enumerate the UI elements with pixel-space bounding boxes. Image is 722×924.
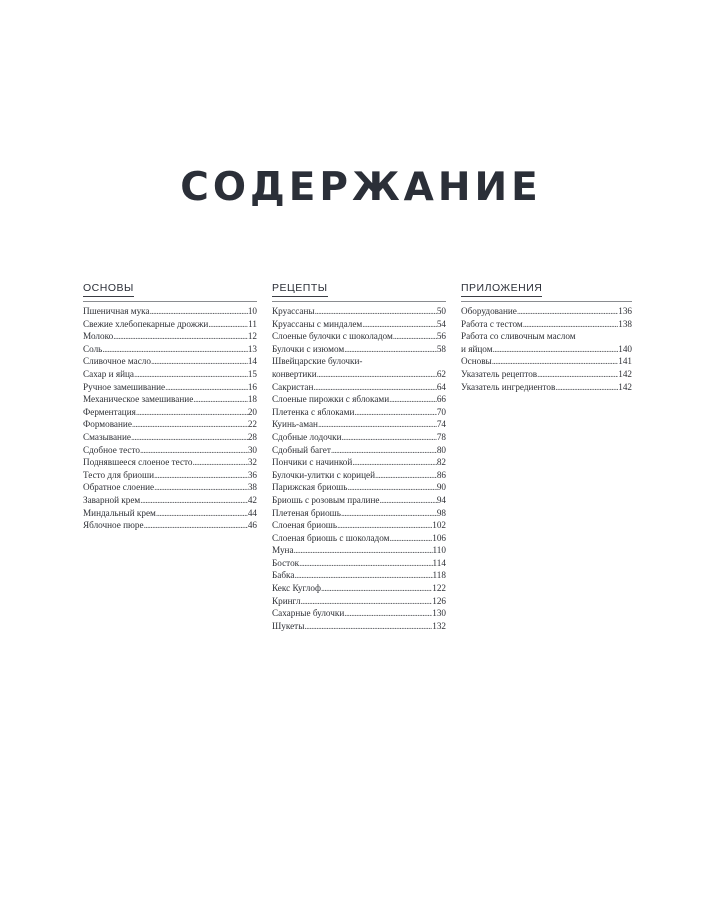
toc-entry-page: 140 — [618, 343, 632, 354]
column-divider — [461, 301, 632, 302]
dot-leader — [144, 519, 248, 532]
toc-entry[interactable] — [272, 519, 446, 532]
dot-leader — [156, 507, 248, 520]
toc-column-recipes — [272, 278, 446, 632]
toc-entry-page: 18 — [247, 394, 257, 405]
toc-entry-title: конвертики — [272, 368, 317, 379]
toc-entry-title: Пончики с начинкой — [272, 457, 353, 468]
toc-entry[interactable] — [461, 305, 632, 318]
toc-entry-page: 142 — [618, 368, 632, 379]
toc-entry-page: 98 — [436, 507, 446, 518]
dot-leader — [150, 305, 248, 318]
toc-entry-page: 10 — [247, 306, 257, 316]
toc-column-basics — [83, 278, 257, 532]
toc-entry-title: Указатель рецептов — [461, 368, 538, 379]
dot-leader — [379, 494, 436, 507]
column-heading: РЕЦЕПТЫ — [272, 282, 328, 297]
toc-entry[interactable] — [272, 481, 446, 494]
toc-entry-page: 138 — [618, 318, 632, 329]
toc-entry-title: Свежие хлебопекарные дрожжи — [83, 318, 209, 329]
toc-entry[interactable] — [272, 494, 446, 507]
dot-leader — [154, 469, 248, 482]
dot-leader — [523, 318, 618, 331]
toc-entry-page: 36 — [247, 469, 257, 480]
dot-leader — [304, 620, 432, 633]
toc-entry-title: Босток — [272, 557, 300, 568]
column-divider — [83, 301, 257, 302]
toc-entry[interactable] — [83, 431, 257, 444]
toc-entry-title: Булочки-улитки с корицей — [272, 469, 376, 480]
dot-leader — [300, 595, 432, 608]
dot-leader — [341, 431, 436, 444]
toc-entry[interactable] — [83, 318, 257, 331]
dot-leader — [362, 318, 437, 331]
toc-entry-title: Яблочное пюре — [83, 520, 144, 531]
toc-entry[interactable] — [272, 620, 446, 633]
toc-entry-page: 141 — [618, 356, 632, 367]
toc-entry-title: Сдобный багет — [272, 444, 331, 455]
toc-entry-page: 38 — [247, 482, 257, 493]
toc-entry[interactable] — [272, 544, 446, 557]
dot-leader — [208, 318, 248, 331]
toc-entry-title: Указатель ингредиентов — [461, 381, 556, 392]
toc-entry[interactable] — [272, 368, 446, 381]
toc-entry-title: Круассаны — [272, 306, 315, 316]
toc-entry-title: Формование — [83, 419, 132, 430]
toc-entry[interactable] — [83, 406, 257, 419]
dot-leader — [352, 456, 436, 469]
toc-entry-page: 78 — [436, 431, 446, 442]
dot-leader — [193, 393, 248, 406]
toc-entry-title: и яйцом — [461, 343, 493, 354]
toc-entry[interactable] — [272, 393, 446, 406]
column-divider — [272, 301, 446, 302]
toc-entry-page: 102 — [432, 520, 446, 531]
toc-entry[interactable] — [83, 343, 257, 356]
toc-entry-page: 15 — [247, 368, 257, 379]
toc-entry-title: Сливочное масло — [83, 356, 151, 367]
toc-entry[interactable] — [272, 431, 446, 444]
toc-entry[interactable] — [272, 507, 446, 520]
toc-entry[interactable] — [461, 318, 632, 331]
dot-leader — [337, 519, 432, 532]
dot-leader — [318, 418, 437, 431]
toc-entry-title: Основы — [461, 356, 492, 367]
dot-leader — [294, 544, 433, 557]
dot-leader — [140, 494, 248, 507]
toc-entry-title: Плетенка с яблоками — [272, 406, 355, 417]
dot-leader — [517, 305, 618, 318]
dot-leader — [193, 456, 248, 469]
dot-leader — [493, 343, 619, 356]
toc-entry[interactable] — [272, 406, 446, 419]
toc-entry[interactable] — [272, 343, 446, 356]
toc-entry-page: 22 — [247, 419, 257, 430]
toc-entry[interactable] — [272, 330, 446, 343]
toc-entry[interactable] — [461, 343, 632, 356]
toc-entry-list — [272, 305, 446, 632]
toc-entry[interactable] — [83, 519, 257, 532]
toc-entry-title: Круассаны с миндалем — [272, 318, 363, 329]
toc-entry-page: 28 — [247, 431, 257, 442]
toc-entry[interactable] — [272, 582, 446, 595]
toc-entry-page: 54 — [436, 318, 446, 329]
toc-entry[interactable] — [83, 481, 257, 494]
toc-entry-title: Миндальный крем — [83, 507, 156, 518]
toc-entry[interactable] — [83, 494, 257, 507]
dot-leader — [313, 381, 436, 394]
toc-entry-page: 16 — [247, 381, 257, 392]
toc-entry-title: Пшеничная мука — [83, 306, 150, 316]
dot-leader — [555, 381, 618, 394]
dot-leader — [113, 330, 248, 343]
toc-entry-title: Парижская бриошь — [272, 482, 348, 493]
toc-entry-page: 66 — [436, 394, 446, 405]
toc-entry-page: 11 — [248, 318, 257, 329]
toc-entry-title: Молоко — [83, 331, 114, 342]
toc-entry[interactable] — [83, 368, 257, 381]
toc-entry-title: Бабка — [272, 570, 295, 581]
page-title: СОДЕРЖАНИЕ — [180, 165, 542, 210]
toc-entry-title: Крингл — [272, 595, 301, 606]
toc-entry-page: 62 — [436, 368, 446, 379]
toc-entry-page: 74 — [436, 419, 446, 430]
toc-entry-title: Сахар и яйца — [83, 368, 134, 379]
toc-entry-title: Оборудование — [461, 306, 517, 316]
column-heading: ПРИЛОЖЕНИЯ — [461, 282, 542, 297]
toc-entry[interactable] — [83, 418, 257, 431]
toc-entry-page: 70 — [436, 406, 446, 417]
dot-leader — [132, 418, 248, 431]
dot-leader — [315, 305, 437, 318]
toc-entry[interactable] — [272, 318, 446, 331]
toc-entry[interactable] — [83, 456, 257, 469]
toc-entry-title: Тесто для бриоши — [83, 469, 154, 480]
toc-entry-title: Механическое замешивание — [83, 394, 194, 405]
toc-entry-title: Сахарные булочки — [272, 608, 345, 619]
dot-leader — [393, 330, 437, 343]
dot-leader — [165, 381, 248, 394]
dot-leader — [140, 444, 248, 457]
toc-entry[interactable] — [272, 569, 446, 582]
toc-entry-title: Слоеные булочки с шоколадом — [272, 331, 393, 342]
toc-entry-page: 90 — [436, 482, 446, 493]
toc-entry[interactable] — [272, 381, 446, 394]
toc-entry-title: Обратное слоение — [83, 482, 155, 493]
toc-entry[interactable] — [272, 557, 446, 570]
toc-entry-page: 136 — [618, 306, 632, 316]
toc-entry-page: 82 — [436, 457, 446, 468]
toc-entry-page: 122 — [432, 583, 446, 594]
toc-entry-title: Сдобное тесто — [83, 444, 140, 455]
toc-entry-title: Куинь-аман — [272, 419, 318, 430]
toc-entry-list — [83, 305, 257, 532]
toc-entry-list — [461, 305, 632, 393]
toc-entry[interactable] — [272, 305, 446, 318]
toc-entry[interactable] — [272, 595, 446, 608]
toc-entry-title: Слоеные пирожки с яблоками — [272, 394, 390, 405]
dot-leader — [375, 469, 437, 482]
dot-leader — [294, 569, 432, 582]
toc-entry-title: Соль — [83, 343, 103, 354]
toc-entry-page: 44 — [247, 507, 257, 518]
toc-entry-page: 56 — [436, 331, 446, 342]
toc-entry[interactable] — [83, 381, 257, 394]
dot-leader — [131, 431, 248, 444]
dot-leader — [389, 393, 437, 406]
toc-entry-title: Поднявшееся слоеное тесто — [83, 457, 193, 468]
toc-entry-title: Работа со сливочным маслом — [461, 331, 576, 342]
dot-leader — [492, 355, 618, 368]
column-heading: ОСНОВЫ — [83, 282, 134, 297]
dot-leader — [344, 343, 437, 356]
toc-column-appendix — [461, 278, 632, 393]
dot-leader — [354, 406, 436, 419]
toc-entry-title: Муна — [272, 545, 294, 556]
dot-leader — [537, 368, 618, 381]
dot-leader — [321, 582, 432, 595]
toc-entry-title: Ферментация — [83, 406, 136, 417]
toc-entry-page: 20 — [247, 406, 257, 417]
toc-entry-title: Работа с тестом — [461, 318, 523, 329]
dot-leader — [341, 507, 437, 520]
toc-entry-page: 86 — [436, 469, 446, 480]
toc-entry-page: 50 — [436, 306, 446, 316]
toc-entry[interactable] — [272, 355, 446, 368]
toc-entry-title: Бриошь с розовым пралине — [272, 494, 380, 505]
toc-entry-page: 58 — [436, 343, 446, 354]
toc-entry-page: 12 — [247, 331, 257, 342]
toc-entry-title: Сдобные лодочки — [272, 431, 342, 442]
toc-entry[interactable] — [83, 444, 257, 457]
toc-entry-title: Сакристан — [272, 381, 314, 392]
toc-entry-title: Смазывание — [83, 431, 131, 442]
dot-leader — [102, 343, 247, 356]
toc-entry-page: 32 — [247, 457, 257, 468]
toc-entry-page: 14 — [247, 356, 257, 367]
toc-entry-title: Плетеная бриошь — [272, 507, 341, 518]
dot-leader — [344, 607, 432, 620]
toc-entry-page: 64 — [436, 381, 446, 392]
toc-entry-page: 132 — [432, 620, 446, 631]
toc-entry[interactable] — [272, 456, 446, 469]
toc-entry[interactable] — [461, 355, 632, 368]
toc-entry[interactable] — [83, 305, 257, 318]
toc-entry[interactable] — [272, 444, 446, 457]
toc-entry-title: Слоеная бриошь — [272, 520, 338, 531]
toc-entry-title: Слоеная бриошь с шоколадом — [272, 532, 390, 543]
dot-leader — [154, 481, 248, 494]
toc-entry[interactable] — [83, 355, 257, 368]
toc-entry[interactable] — [83, 507, 257, 520]
toc-entry[interactable] — [83, 393, 257, 406]
dot-leader — [134, 368, 248, 381]
toc-entry-page: 13 — [247, 343, 257, 354]
toc-entry-title: Швейцарские булочки- — [272, 356, 363, 367]
dot-leader — [347, 481, 436, 494]
toc-entry-page: 110 — [432, 545, 446, 556]
toc-entry[interactable] — [83, 469, 257, 482]
toc-entry-page: 46 — [247, 520, 257, 531]
toc-entry-title: Шукеты — [272, 620, 305, 631]
toc-entry[interactable] — [272, 607, 446, 620]
toc-entry-title: Кекс Куглоф — [272, 583, 321, 594]
dot-leader — [331, 444, 437, 457]
toc-entry[interactable] — [272, 532, 446, 545]
toc-entry[interactable] — [83, 330, 257, 343]
toc-entry[interactable] — [272, 469, 446, 482]
dot-leader — [389, 532, 432, 545]
dot-leader — [136, 406, 248, 419]
dot-leader — [317, 368, 437, 381]
toc-entry-page: 42 — [247, 494, 257, 505]
toc-entry-page: 80 — [436, 444, 446, 455]
toc-entry[interactable] — [461, 381, 632, 394]
toc-entry-page: 142 — [618, 381, 632, 392]
toc-entry-title: Ручное замешивание — [83, 381, 166, 392]
toc-entry[interactable] — [461, 330, 632, 343]
toc-entry[interactable] — [272, 418, 446, 431]
toc-entry-page: 114 — [432, 557, 446, 568]
toc-entry-page: 94 — [436, 494, 446, 505]
dot-leader — [151, 355, 248, 368]
toc-entry-page: 30 — [247, 444, 257, 455]
dot-leader — [299, 557, 432, 570]
toc-entry-page: 130 — [432, 608, 446, 619]
toc-entry-page: 118 — [432, 570, 446, 581]
toc-entry[interactable] — [461, 368, 632, 381]
toc-entry-title: Заварной крем — [83, 494, 141, 505]
toc-entry-page: 106 — [432, 532, 446, 543]
toc-entry-page: 126 — [432, 595, 446, 606]
toc-entry-title: Булочки с изюмом — [272, 343, 345, 354]
